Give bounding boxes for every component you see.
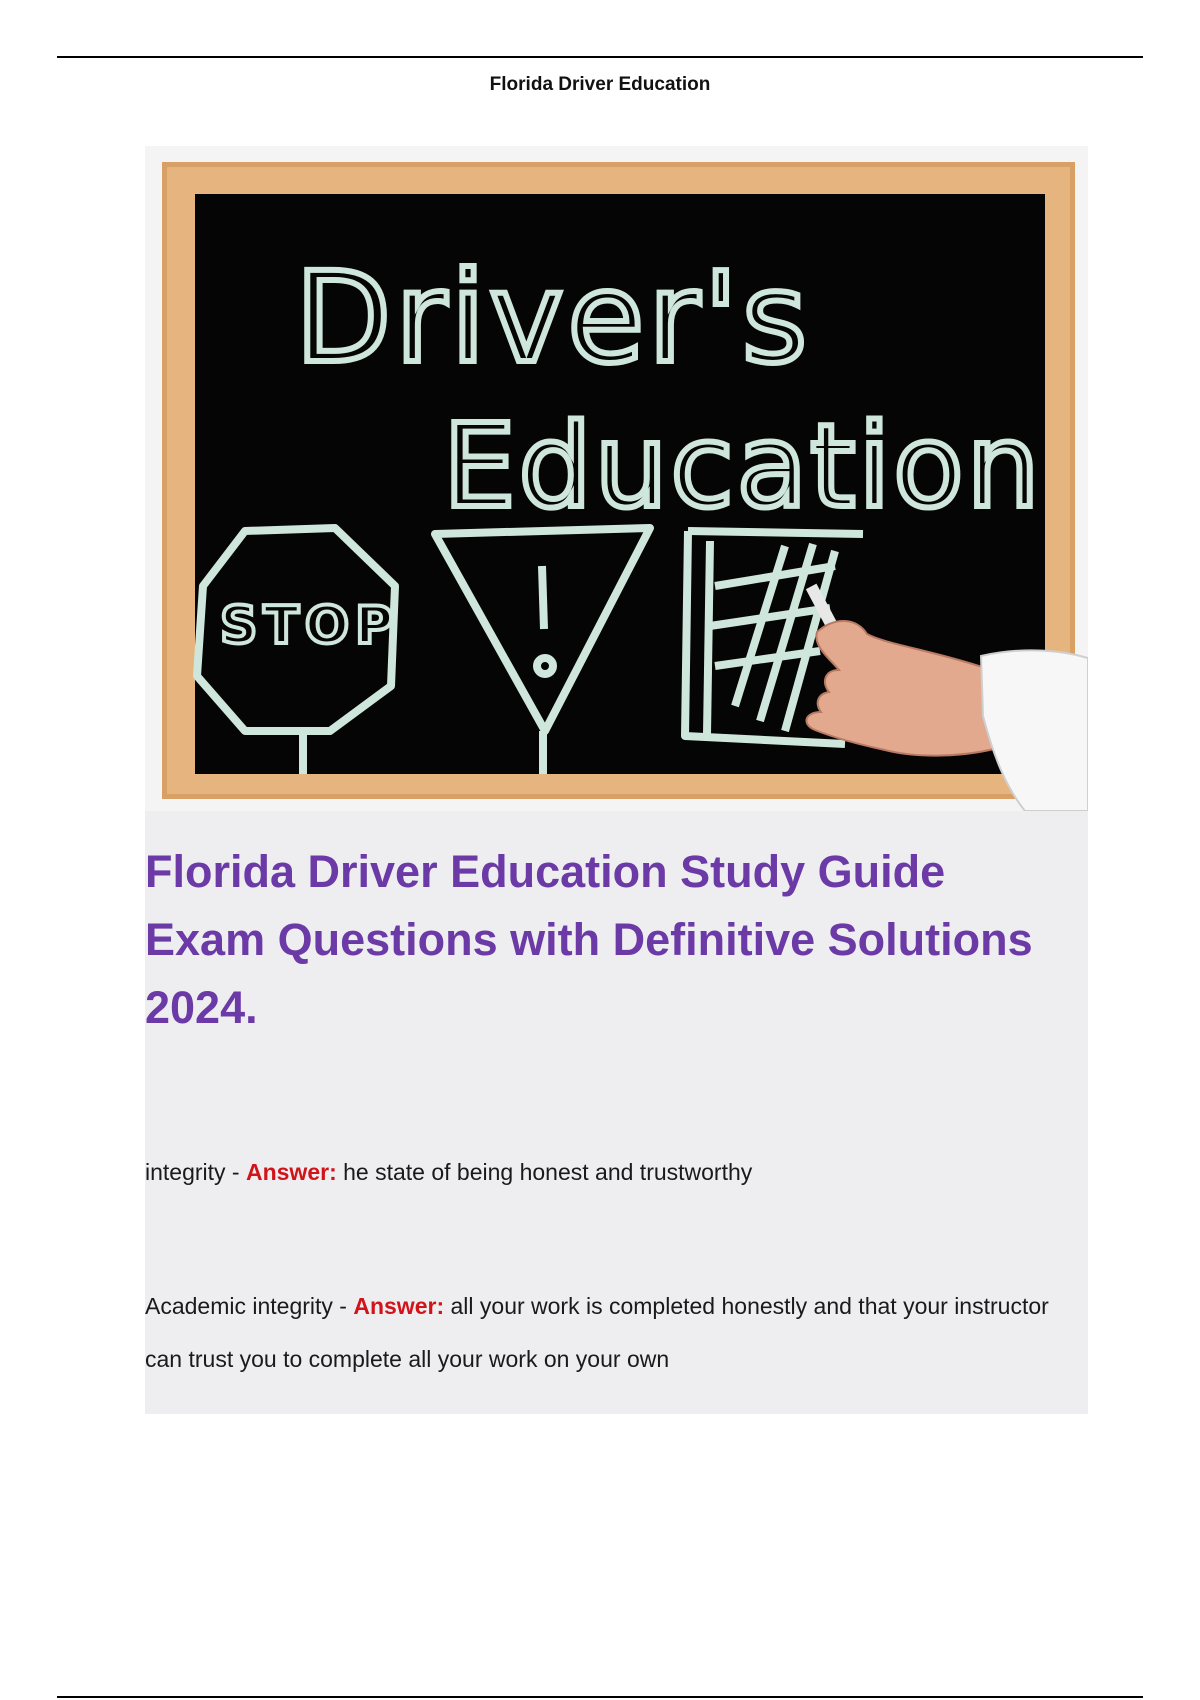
qa-definition: he state of being honest and trustworthy (336, 1159, 753, 1185)
qa-term: integrity - (145, 1159, 246, 1185)
chalkboard-image (145, 146, 1088, 811)
chalk-title-education: Education (443, 400, 1043, 534)
answer-label: Answer: (245, 1159, 337, 1185)
header-rule (57, 56, 1143, 58)
qa-definition: all your work is completed honestly and that your instructor can trust you to complete all your work on your own (145, 1293, 1049, 1372)
qa-item (145, 1280, 1075, 1386)
content-panel (145, 146, 1088, 1414)
running-header: Florida Driver Education (489, 74, 711, 95)
chalk-title-drivers: Driver's (295, 246, 812, 391)
footer-rule (57, 1696, 1143, 1698)
stop-sign-label: STOP (220, 596, 400, 656)
qa-item (145, 1146, 1075, 1199)
document-title: Florida Driver Education Study Guide Exam Questions with Definitive Solutions 2024. (145, 846, 1033, 1033)
qa-term: Academic integrity - (145, 1293, 354, 1319)
answer-label: Answer: (353, 1293, 445, 1319)
